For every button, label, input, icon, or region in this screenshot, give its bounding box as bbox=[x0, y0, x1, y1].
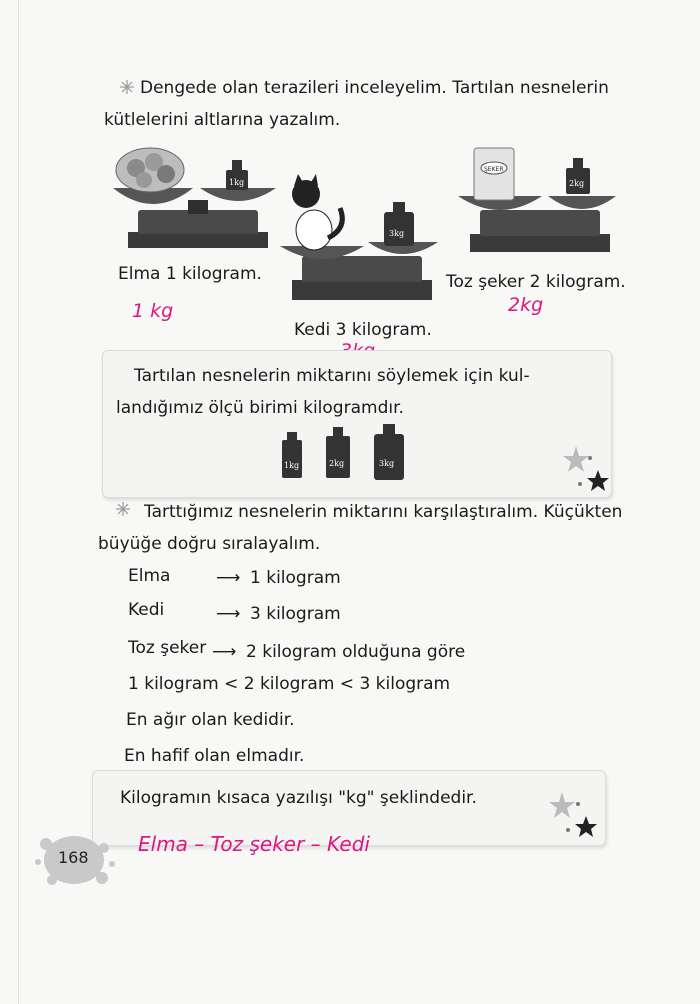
heaviest-line: En ağır olan kedidir. bbox=[126, 710, 295, 730]
inequality-line: 1 kilogram < 2 kilogram < 3 kilogram bbox=[128, 674, 451, 694]
cat-icon bbox=[292, 174, 342, 250]
arrow-icon: ⟶ bbox=[216, 568, 241, 588]
svg-text:ŞEKER: ŞEKER bbox=[484, 166, 504, 173]
apple-bag-icon bbox=[116, 148, 184, 192]
caption-apples: Elma 1 kilogram. bbox=[118, 264, 262, 284]
compare-row-value: 3 kilogram bbox=[250, 604, 341, 624]
sugar-bag-icon bbox=[474, 148, 514, 200]
sparkle-bullet-icon bbox=[116, 502, 130, 516]
unit-box-line-1: Tartılan nesnelerin miktarını söylemek için kul- bbox=[134, 366, 530, 386]
sparkle-bullet-icon bbox=[120, 80, 134, 94]
arrow-icon: ⟶ bbox=[212, 642, 237, 662]
scale-sugar-illustration bbox=[456, 144, 620, 262]
caption-cat: Kedi 3 kilogram. bbox=[294, 320, 432, 340]
lightest-line: En hafif olan elmadır. bbox=[124, 746, 305, 766]
compare-row-value: 1 kilogram bbox=[250, 568, 341, 588]
svg-text:1kg: 1kg bbox=[229, 178, 245, 187]
abbrev-text: Kilogramın kısaca yazılışı "kg" şeklindedir. bbox=[120, 788, 477, 808]
handwritten-sugar: 2kg bbox=[508, 294, 544, 316]
weights-row-illustration bbox=[276, 424, 416, 484]
compare-row-name: Toz şeker bbox=[128, 638, 207, 658]
page-number: 168 bbox=[58, 848, 89, 867]
svg-text:3kg: 3kg bbox=[379, 459, 395, 468]
weight-1kg-icon bbox=[226, 160, 248, 190]
weight-2kg-icon bbox=[326, 427, 350, 478]
svg-text:1kg: 1kg bbox=[284, 461, 300, 470]
svg-text:3kg: 3kg bbox=[389, 229, 405, 238]
intro-line-2: kütlelerini altlarına yazalım. bbox=[104, 110, 341, 130]
stars-decoration-icon bbox=[546, 790, 602, 840]
compare-line-2: büyüğe doğru sıralayalım. bbox=[98, 534, 321, 554]
weight-3kg-icon bbox=[384, 202, 414, 246]
weight-1kg-icon bbox=[282, 432, 302, 478]
handwritten-answer: Elma – Toz şeker – Kedi bbox=[138, 832, 370, 856]
svg-text:2kg: 2kg bbox=[329, 459, 345, 468]
caption-sugar: Toz şeker 2 kilogram. bbox=[446, 272, 626, 292]
svg-text:2kg: 2kg bbox=[569, 179, 585, 188]
compare-row-name: Elma bbox=[128, 566, 171, 586]
scale-apples-illustration bbox=[108, 140, 280, 260]
compare-row-value: 2 kilogram olduğuna göre bbox=[246, 642, 466, 662]
arrow-icon: ⟶ bbox=[216, 604, 241, 624]
weight-2kg-icon bbox=[566, 158, 590, 194]
compare-line-1: Tarttığımız nesnelerin miktarını karşılaştıralım. Küçükten bbox=[144, 502, 623, 522]
stars-decoration-icon bbox=[560, 444, 610, 492]
compare-row-name: Kedi bbox=[128, 600, 165, 620]
handwritten-apples: 1 kg bbox=[132, 300, 174, 322]
unit-box-line-2: landığımız ölçü birimi kilogramdır. bbox=[116, 398, 404, 418]
scale-cat-illustration bbox=[278, 172, 442, 310]
weight-3kg-icon bbox=[374, 424, 404, 480]
intro-line-1: Dengede olan terazileri inceleyelim. Tartılan nesnelerin bbox=[140, 78, 609, 98]
